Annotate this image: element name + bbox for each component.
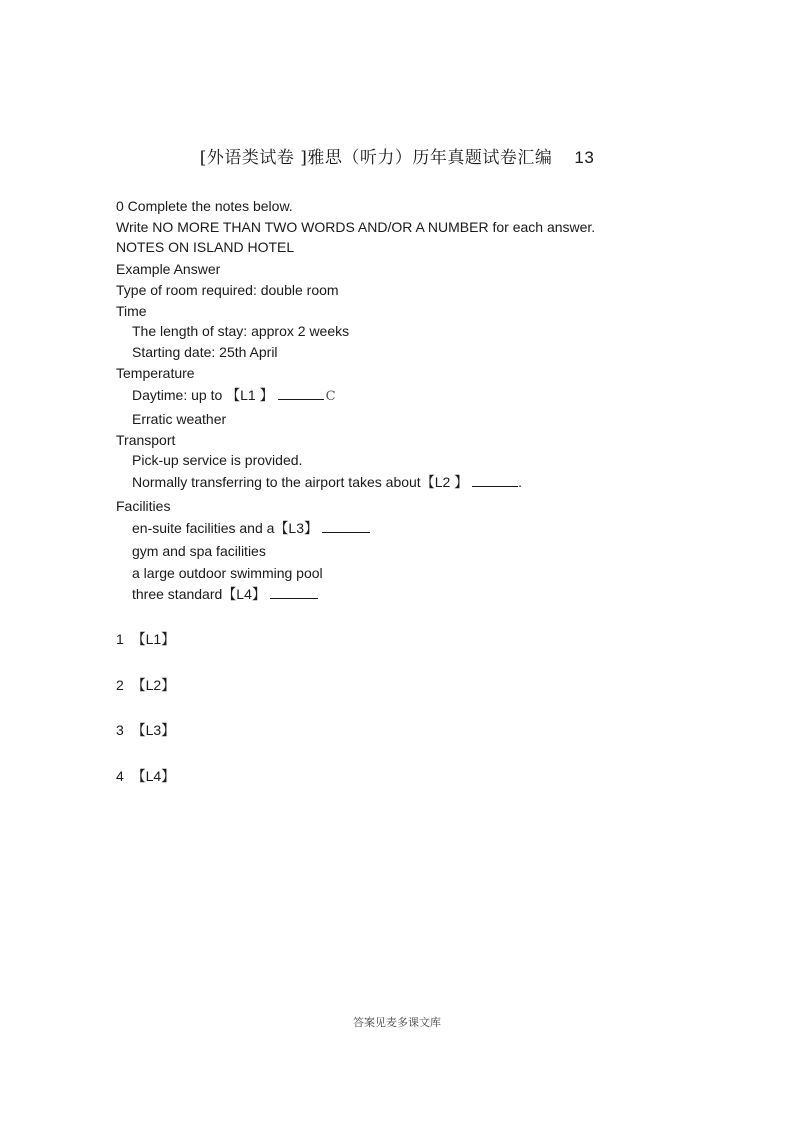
weather-note: Erratic weather bbox=[132, 411, 227, 427]
pool-note: a large outdoor swimming pool bbox=[132, 565, 323, 581]
transfer-period: . bbox=[518, 474, 523, 490]
question-rule: Write NO MORE THAN TWO WORDS AND/OR A NUMBER for each answer. bbox=[116, 219, 596, 235]
answer-blank-l1 bbox=[278, 387, 324, 400]
daytime-note bbox=[132, 386, 336, 406]
answer-tag: 【L1】 bbox=[131, 631, 176, 647]
title-number: 13 bbox=[574, 148, 595, 167]
transport-heading: Transport bbox=[116, 432, 176, 448]
pickup-note: Pick-up service is provided. bbox=[132, 452, 303, 468]
transfer-note bbox=[132, 473, 522, 491]
ensuite-label: en-suite facilities and a【L3】 bbox=[132, 520, 318, 536]
example-label: Example Answer bbox=[116, 261, 221, 277]
page-title bbox=[0, 143, 794, 168]
answer-item bbox=[116, 676, 175, 694]
celsius-unit: C bbox=[325, 389, 336, 404]
facilities-heading: Facilities bbox=[116, 498, 171, 514]
standard-note bbox=[132, 585, 318, 603]
answer-number: 4 bbox=[116, 768, 124, 784]
stay-length-note: The length of stay: approx 2 weeks bbox=[132, 323, 350, 339]
notes-title: NOTES ON ISLAND HOTEL bbox=[116, 239, 295, 255]
answer-item bbox=[116, 630, 175, 648]
daytime-label: Daytime: up to 【L1 】 bbox=[132, 387, 274, 403]
transfer-label: Normally transferring to the airport takes about【L2 】 bbox=[132, 474, 469, 490]
answer-tag: 【L4】 bbox=[131, 768, 176, 784]
standard-label: three standard【L4】 bbox=[132, 586, 266, 602]
answer-blank-l3 bbox=[322, 520, 370, 533]
answer-tag: 【L3】 bbox=[131, 722, 176, 738]
answer-blank-l2 bbox=[472, 474, 518, 487]
answer-blank-l4 bbox=[270, 586, 318, 599]
answer-number: 2 bbox=[116, 677, 124, 693]
answer-number: 1 bbox=[116, 631, 124, 647]
answer-item bbox=[116, 767, 175, 785]
room-type-note: Type of room required: double room bbox=[116, 282, 339, 298]
ensuite-note bbox=[132, 519, 370, 537]
time-heading: Time bbox=[116, 303, 147, 319]
start-date-note: Starting date: 25th April bbox=[132, 344, 278, 360]
title-text: [外语类试卷 ]雅思（听力）历年真题试卷汇编 bbox=[199, 148, 553, 168]
page-footer: 答案见麦多课文库 bbox=[353, 1016, 441, 1029]
gym-note: gym and spa facilities bbox=[132, 543, 266, 559]
answer-item bbox=[116, 721, 175, 739]
question-intro: 0 Complete the notes below. bbox=[116, 198, 293, 214]
answer-tag: 【L2】 bbox=[131, 677, 176, 693]
temperature-heading: Temperature bbox=[116, 365, 195, 381]
answer-number: 3 bbox=[116, 722, 124, 738]
